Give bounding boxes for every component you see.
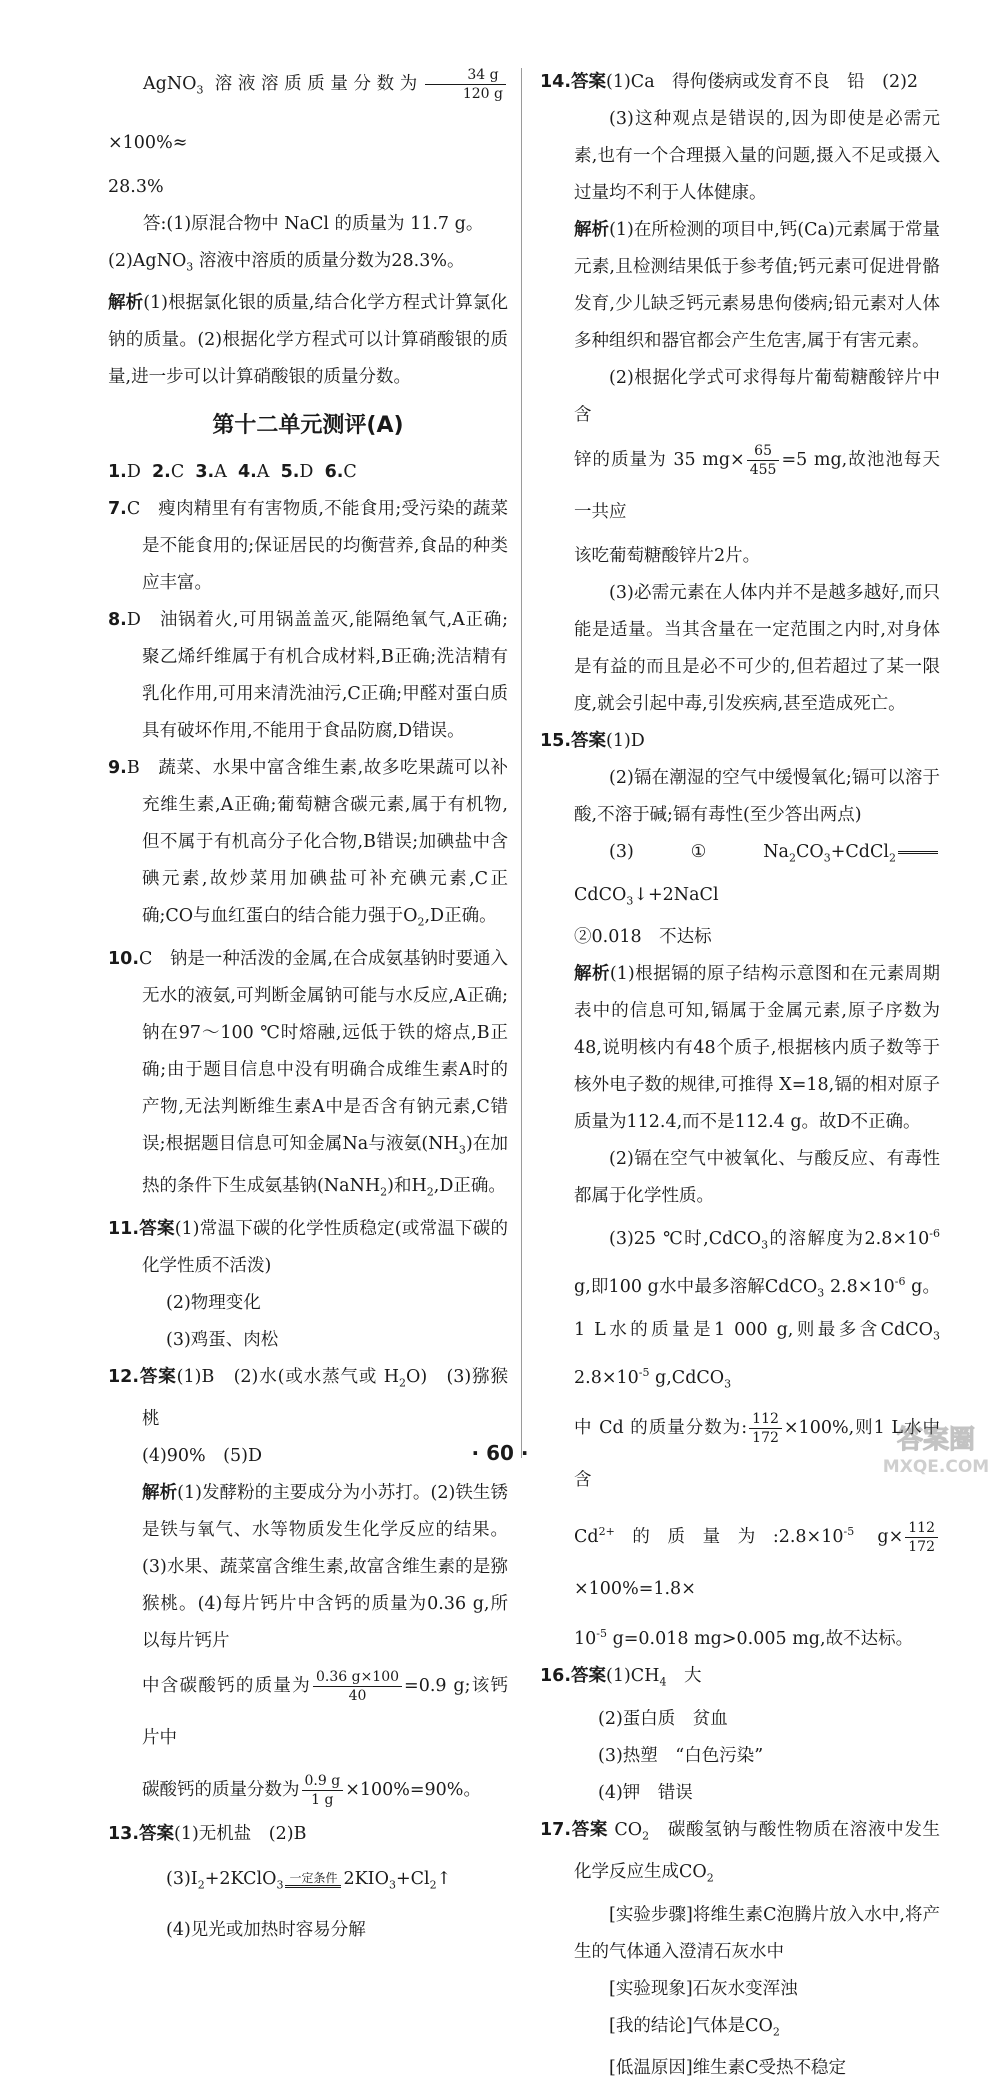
fraction: $\frac{0.36 g\times 100}{40}$: [313, 1668, 402, 1705]
question-14-part-3: (3)这种观点是错误的,因为即使是必需元素,也有一个合理摄入量的问题,摄入不足或摄入过量均不利于人体健康。: [574, 109, 940, 203]
fraction: $\frac{65}{455}$: [747, 442, 780, 479]
question-15-part-3b: ②0.018 不达标: [574, 927, 712, 947]
reaction-condition: 一定条件: [285, 1871, 341, 1888]
fraction: $\frac{34 g}{120 g}$: [425, 66, 506, 103]
section-heading: 第十二单元测评(A): [212, 413, 404, 438]
question-15-calc-2: $Cd^{2+}$的质量为$:2.8\times 10^{-5}$ g× $\frac{112}{172}$ ×100%=1.8×: [540, 1506, 940, 1615]
fraction: $\frac{0.9 g}{1 g}$: [302, 1772, 344, 1809]
question-16-part-2: (2)蛋白质 贫血: [598, 1708, 728, 1729]
question-14-calc-end: 该吃葡萄糖酸锌片2片。: [574, 546, 761, 566]
question-17-conclusion: [我的结论]气体是$CO_2$: [609, 2015, 780, 2039]
question-8: 8.D 油锅着火,可用锅盖盖灭,能隔绝氧气,A正确;聚乙烯纤维属于有机合成材料,B正确;洗洁精有乳化作用,可用来清洗油污,C正确;甲醛对蛋白质具有破坏作用,不能用于食品防腐,D错误。: [108, 610, 508, 741]
question-12: 12.答案(1)B (2)水(或水蒸气或 $H_2O$) (3)猕猴桃: [108, 1366, 509, 1429]
answer-line-1: 答:(1)原混合物中 NaCl 的质量为 11.7 g。: [143, 213, 484, 234]
question-15-analysis-2: (2)镉在空气中被氧化、与酸反应、有毒性都属于化学性质。: [574, 1149, 940, 1206]
question-16: 16.答案$(1)CH_4$ 大: [540, 1666, 702, 1689]
answer-line-2: (2)AgNO$_3$ 溶液中溶质的质量分数为28.3%。: [108, 250, 465, 273]
question-12-part-4: (4)90% (5)D: [142, 1446, 263, 1466]
question-13: 13.答案(1)无机盐 (2)B: [108, 1824, 307, 1844]
question-11-part-3: (3)鸡蛋、肉松: [166, 1329, 279, 1350]
question-11: 11.答案(1)常温下碳的化学性质稳定(或常温下碳的化学性质不活泼): [108, 1218, 508, 1276]
column-divider: [521, 68, 522, 1458]
question-15-calc-1: 中 Cd 的质量分数为: $\frac{112}{172}$ ×100%,则1 L水中含: [574, 1411, 940, 1491]
watermark-line-1: 答案圈: [896, 1425, 976, 1455]
question-15: 15.答案(1)D: [540, 731, 645, 751]
fraction: $\frac{112}{172}$: [905, 1519, 938, 1556]
question-14-analysis-3: (3)必需元素在人体内并不是越多越好,而只能是适量。当其含量在一定范围之内时,对身体是有益的而且是必不可少的,但若超过了某一限度,就会引起中毒,引发疾病,甚至造成死亡。: [574, 583, 940, 714]
question-14-analysis-2: (2)根据化学式可求得每片葡萄糖酸锌片中含: [574, 368, 940, 425]
question-14-calc: 锌的质量为 35 mg× $\frac{65}{455}$ =5 mg,故池池每天一共应: [574, 443, 940, 522]
question-15-part-2: (2)镉在潮湿的空气中缓慢氧化;镉可以溶于酸,不溶于碱;镉有毒性(至少答出两点): [574, 768, 940, 825]
right-column: [540, 64, 940, 2087]
question-15-calc-3: $10^{-5}$ g=0.018 mg>0.005 mg,故不达标。: [574, 1627, 914, 1650]
question-7: 7.C 瘦肉精里有有害物质,不能食用;受污染的蔬菜是不能食用的;保证居民的均衡营养,食品的种类应丰富。: [108, 499, 508, 593]
question-12-calc-2: 碳酸钙的质量分数为 $\frac{0.9 g}{1 g}$ ×100%=90%。: [142, 1773, 481, 1808]
question-12-calc-1: 中含碳酸钙的质量为 $\frac{0.36 g\times 100}{40}$ =0.9 g;该钙片中: [142, 1669, 509, 1748]
page-number: · 60 ·: [471, 1441, 529, 1465]
question-15-equation: $(3)①Na_2CO_3+CdCl_2$ CdCO$_3$↓+2NaCl: [540, 834, 940, 919]
question-13-part-4: (4)见光或加热时容易分解: [166, 1919, 366, 1940]
question-12-analysis: 解析(1)发酵粉的主要成分为小苏打。(2)铁生锈是铁与氧气、水等物质发生化学反应的结果。(3)水果、蔬菜富含维生素,故富含维生素的是猕猴桃。(4)每片钙片中含钙的质量为0.36 g,所以每片钙片: [142, 1483, 509, 1651]
watermark-logo: [880, 1418, 992, 1478]
analysis-paragraph: 解析(1)根据氯化银的质量,结合化学方程式计算氯化钠的质量。(2)根据化学方程式可以计算硝酸银的质量,进一步可以计算硝酸银的质量分数。: [108, 293, 508, 387]
question-16-part-4: (4)钾 错误: [598, 1782, 693, 1803]
equals-sign: [898, 851, 938, 854]
question-11-part-2: (2)物理变化: [166, 1292, 261, 1313]
fraction: $\frac{112}{172}$: [749, 1410, 782, 1447]
question-16-part-3: (3)热塑 “白色污染”: [598, 1745, 764, 1766]
question-17-phenomenon: [实验现象]石灰水变浑浊: [609, 1978, 798, 1999]
question-14: 14.答案(1)Ca 得佝偻病或发育不良 铅 (2)2: [540, 72, 919, 92]
agno3-fraction-line: AgNO$_3$ 溶液溶质质量分数为 $\frac{34 g}{120 g}$ ×100%≈: [108, 58, 508, 169]
result-line: 28.3%: [108, 176, 164, 197]
question-15-analysis: 解析(1)根据镉的原子结构示意图和在元素周期表中的信息可知,镉属于金属元素,原子序数为48,说明核内有48个质子,根据核内质子数等于核外电子数的规律,可推得 X=18,镉的相对原子质量为112.4,而不是112.4 g。故D不正确。: [574, 964, 940, 1132]
question-17: 17.答案 $CO_2$ 碳酸氢钠与酸性物质在溶液中发生化学反应生成$CO_2$: [540, 1819, 940, 1885]
question-17-reason: [低温原因]维生素C受热不稳定: [609, 2058, 847, 2079]
question-15-analysis-3: (3)25 ℃时,CdCO$_3$的溶解度为$2.8\times 10^{-6}$ g,即100 g水中最多溶解CdCO$_3$ $2.8\times 10^{-6}$ g。1 L水的质量是1 000 g,则最多含CdCO$_3$ $2.8\times 10^{-5}$ g,CdCO$_3$: [574, 1227, 941, 1391]
question-10: 10.C 钠是一种活泼的金属,在合成氨基钠时要通入无水的液氨,可判断金属钠可能与水反应,A正确;钠在97～100 ℃时熔融,远低于铁的熔点,B正确;由于题目信息中没有明确合成维生素A时的产物,无法判断维生素A中是否含有钠元素,C错误;根据题目信息可知金属Na与液氨$(NH_3)$在加热的条件下生成氨基钠(NaNH$_2$)和$H_2,D$正确。: [108, 948, 509, 1199]
left-column: [108, 58, 508, 1949]
watermark-line-2: MXQE.COM: [882, 1457, 990, 1477]
question-14-analysis: 解析(1)在所检测的项目中,钙(Ca)元素属于常量元素,且检测结果低于参考值;钙元素可促进骨骼发育,少儿缺乏钙元素易患佝偻病;铅元素对人体多种组织和器官都会产生危害,属于有害元素。: [574, 220, 940, 351]
multiple-choice-answers: 1.D 2.C 3.A 4.A 5.D 6.C: [108, 462, 357, 482]
question-13-equation: $(3)I_2+2KClO_3$ 一定条件 $2KIO_3+Cl_2↑$: [166, 1869, 452, 1892]
question-9: 9.B 蔬菜、水果中富含维生素,故多吃果蔬可以补充维生素,A正确;葡萄糖含碳元素,属于有机物,但不属于有机高分子化合物,B错误;加碘盐中含碘元素,故炒菜用加碘盐可补充碘元素,C正确;CO与血红蛋白的结合能力强于$O_2,D$正确。: [108, 758, 508, 929]
question-17-steps: [实验步骤]将维生素C泡腾片放入水中,将产生的气体通入澄清石灰水中: [574, 1904, 940, 1962]
